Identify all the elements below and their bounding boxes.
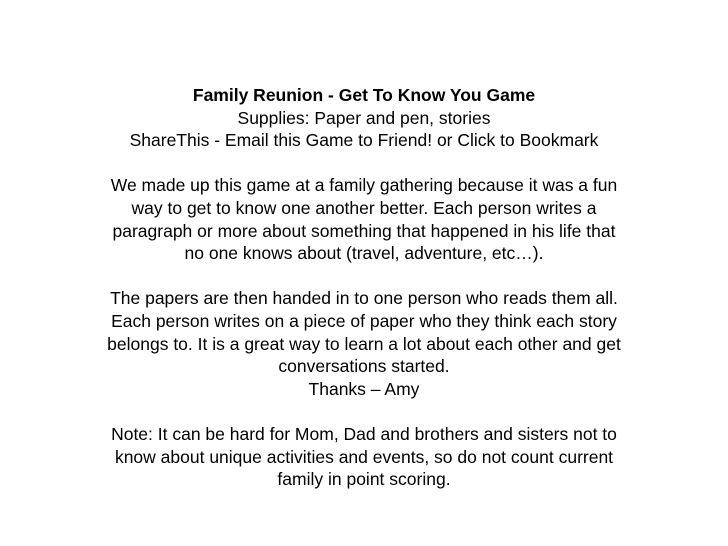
spacer <box>56 152 672 175</box>
email-game-link[interactable]: Email this Game to Friend! <box>224 130 433 151</box>
paragraph-line: paragraph or more about something that happened in his life that <box>112 220 616 241</box>
supplies-line: Supplies: Paper and pen, stories <box>237 107 491 128</box>
share-connector: or <box>432 130 458 151</box>
bookmark-link[interactable]: Click to Bookmark <box>457 130 599 151</box>
paragraph-line: Each person writes on a piece of paper who they think each story <box>111 310 617 331</box>
game-description-slide <box>56 84 672 491</box>
spacer <box>56 400 672 423</box>
spacer <box>56 265 672 288</box>
note-line: family in point scoring. <box>277 469 451 490</box>
paragraph-line: conversations started. <box>278 356 450 377</box>
note-line: Note: It can be hard for Mom, Dad and brothers and sisters not to <box>111 423 617 444</box>
paragraph-line: no one knows about (travel, adventure, etc…). <box>184 243 544 264</box>
paragraph-line: way to get to know one another better. Each person writes a <box>131 197 597 218</box>
note-line: know about unique activities and events, so do not count current <box>114 446 614 467</box>
paragraph-line: We made up this game at a family gathering because it was a fun <box>110 175 618 196</box>
paragraph-line: belongs to. It is a great way to learn a lot about each other and get <box>107 333 621 354</box>
share-line <box>56 129 672 152</box>
signoff: Thanks – Amy <box>308 378 420 399</box>
paragraph-line: The papers are then handed in to one person who reads them all. <box>110 288 618 309</box>
game-title: Family Reunion - Get To Know You Game <box>192 85 536 105</box>
share-prefix: ShareThis - <box>129 130 225 151</box>
